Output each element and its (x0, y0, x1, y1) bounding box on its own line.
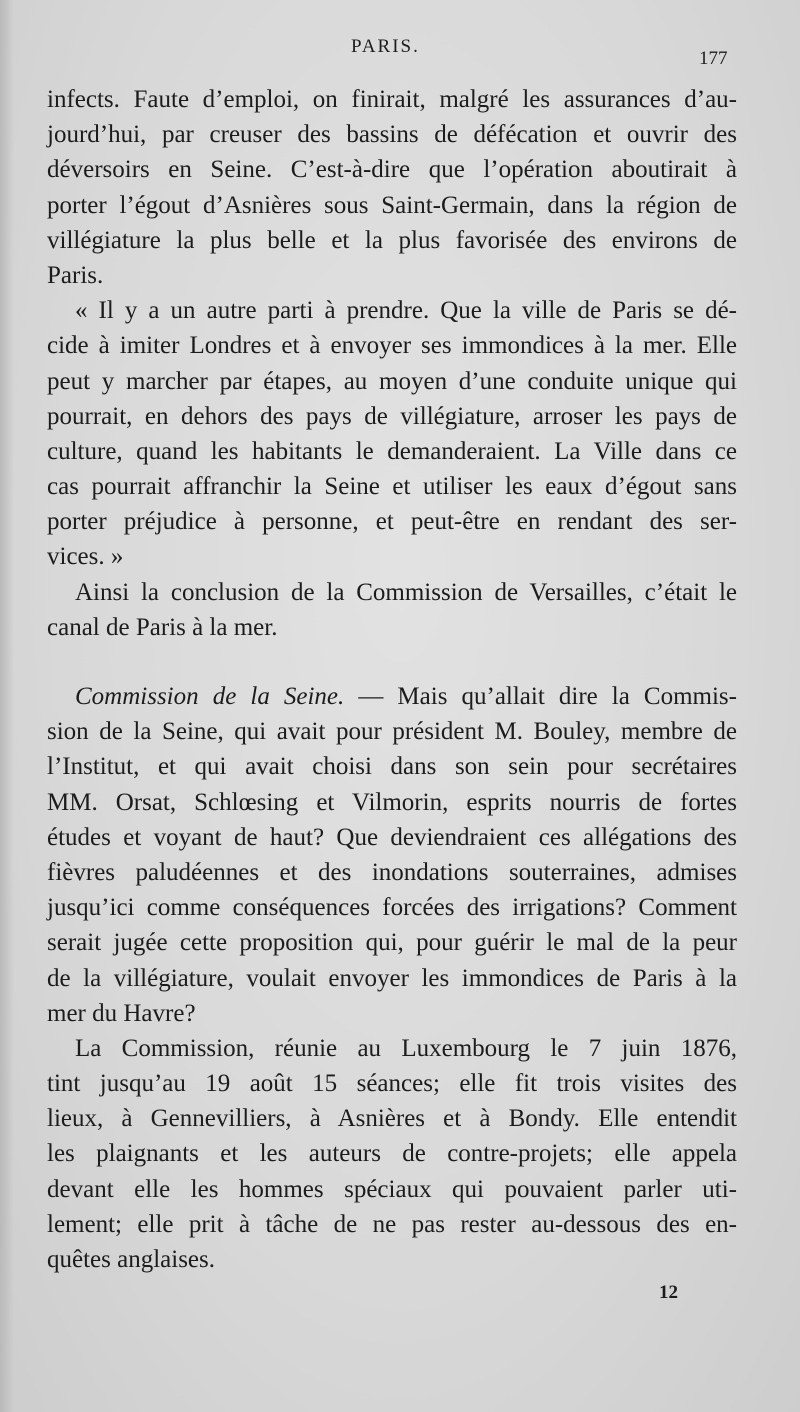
text-line: cide à imiter Londres et à envoyer ses immondices à la mer. Elle (47, 332, 737, 360)
text-line: MM. Orsat, Schlœsing et Vilmorin, esprits nourris de fortes (47, 788, 737, 816)
text-line: lement; elle prit à tâche de ne pas rester au-dessous des en- (47, 1210, 737, 1238)
text-line: canal de Paris à la mer. (47, 613, 278, 641)
text-line: villégiature la plus belle et la plus favorisée des environs de (47, 226, 737, 254)
section-gap (47, 645, 737, 679)
text-line: pourrait, en dehors des pays de villégiature, arroser les pays de (47, 402, 737, 430)
section-heading: Commission de la Seine. (75, 683, 345, 710)
section-first-line (47, 679, 737, 714)
running-title: PARIS. (351, 36, 420, 57)
text-line: La Commission, réunie au Luxembourg le 7 juin 1876, (75, 1034, 737, 1062)
text-line: jusqu’ici comme conséquences forcées des irrigations? Comment (47, 894, 737, 922)
running-head (0, 36, 800, 69)
text-line: cas pourrait affranchir la Seine et utiliser les eaux d’égout sans (47, 473, 737, 501)
text-line: culture, quand les habitants le demanderaient. La Ville dans ce (47, 437, 737, 465)
text-line: Paris. (47, 261, 104, 289)
text-line: sion de la Seine, qui avait pour président M. Bouley, membre de (47, 718, 737, 746)
text-line: quêtes anglaises. (47, 1246, 216, 1273)
text-line: études et voyant de haut? Que deviendraient ces allégations des (47, 823, 737, 851)
text-line: les plaignants et les auteurs de contre-projets; elle appela (47, 1140, 737, 1168)
text-line: fièvres paludéennes et des inondations souterraines, admises (47, 858, 737, 886)
text-line: déversoirs en Seine. C’est-à-dire que l’opération aboutirait à (47, 156, 737, 184)
text-line: jourd’hui, par creuser des bassins de défécation et ouvrir des (47, 121, 737, 149)
signature-mark: 12 (659, 1282, 678, 1303)
body-text (47, 82, 737, 1277)
text-line: peut y marcher par étapes, au moyen d’une conduite unique qui (47, 367, 737, 395)
text-line: porter préjudice à personne, et peut-être en rendant des ser- (47, 508, 737, 536)
text-line: Ainsi la conclusion de la Commission de Versailles, c’était le (75, 578, 737, 606)
text-line: l’Institut, et qui avait choisi dans son sein pour secrétaires (47, 753, 737, 781)
text-line: devant elle les hommes spéciaux qui pouvaient parler uti- (47, 1175, 737, 1203)
text-line: vices. » (47, 543, 124, 571)
text-line: porter l’égout d’Asnières sous Saint-Germain, dans la région de (47, 191, 737, 219)
text-line: lieux, à Gennevilliers, à Asnières et à Bondy. Elle entendit (47, 1105, 737, 1133)
text-line: infects. Faute d’emploi, on finirait, malgré les assurances d’au- (47, 86, 737, 113)
page-edge-shadow (0, 0, 14, 1412)
text-line: « Il y a un autre parti à prendre. Que la ville de Paris se dé- (75, 297, 737, 325)
text-line: tint jusqu’au 19 août 15 séances; elle fit trois visites des (47, 1070, 737, 1098)
section-heading-continuation: — Mais qu’allait dire la Commis- (344, 683, 737, 710)
page-number: 177 (699, 48, 728, 69)
text-line: serait jugée cette proposition qui, pour guérir le mal de la peur (47, 929, 737, 957)
text-line: mer du Havre? (47, 999, 196, 1027)
text-line: de la villégiature, voulait envoyer les immondices de Paris à la (47, 964, 737, 992)
